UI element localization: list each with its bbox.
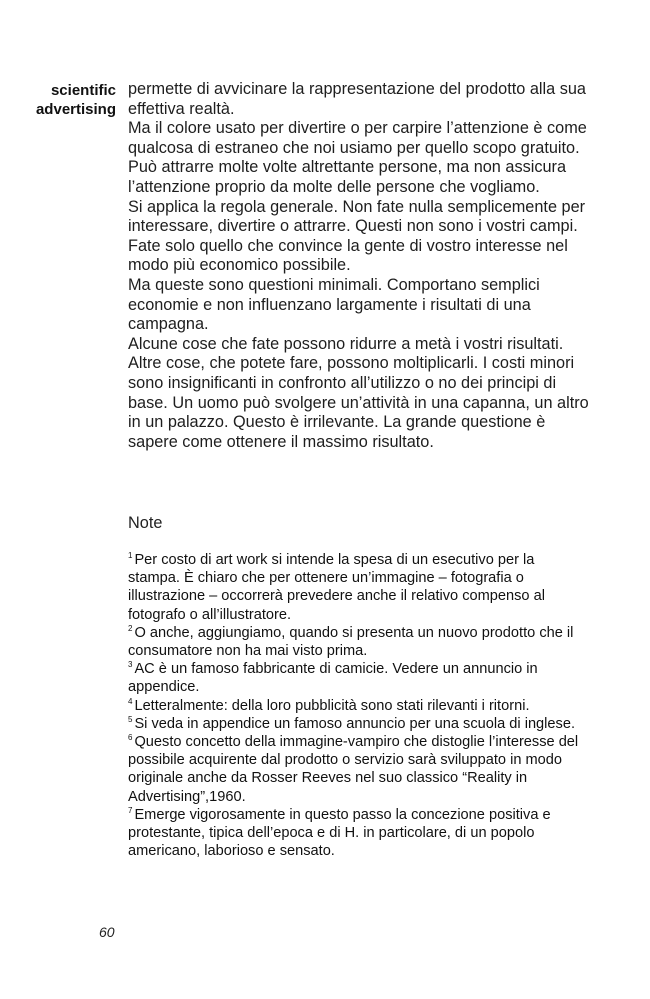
footnote bbox=[128, 624, 588, 660]
footnote-number: 5 bbox=[128, 714, 133, 724]
footnote-number: 3 bbox=[128, 660, 133, 670]
footnotes bbox=[128, 551, 588, 860]
footnote-number: 7 bbox=[128, 805, 133, 815]
paragraph: Alcune cose che fate possono ridurre a metà i vostri risultati. Altre cose, che potete fare, possono moltiplicarli. I costi minori sono insignificanti in confronto all’utilizzo o no dei principi di base. Un uomo può svolgere un’attività in una capanna, un altro in un palazzo. Questo è irrilevante. La grande questione è sapere come ottenere il massimo risultato. bbox=[128, 334, 589, 451]
body-text bbox=[128, 80, 598, 452]
footnote-number: 1 bbox=[128, 551, 133, 560]
paragraph: Ma il colore usato per divertire o per carpire l’attenzione è come qualcosa di estraneo che noi usiamo per quello scopo gratuito. Può attrarre molte volte altrettante persone, ma non assicura l’attenzione proprio da molte delle persone che vogliamo. bbox=[128, 119, 587, 196]
footnote-text: AC è un famoso fabbricante di camicie. Vedere un annuncio in appendice. bbox=[128, 661, 538, 696]
footnote-text: Letteralmente: della loro pubblicità sono stati rilevanti i ritorni. bbox=[134, 697, 530, 714]
notes-heading: Note bbox=[128, 514, 163, 532]
footnote-text: Emerge vigorosamente in questo passo la concezione positiva e protestante, tipica dell’epoca e di H. in particolare, di un popolo americano, laborioso e sensato. bbox=[128, 806, 551, 860]
footnote bbox=[128, 806, 588, 861]
footnote-number: 2 bbox=[128, 623, 133, 633]
paragraph: permette di avvicinare la rappresentazione del prodotto alla sua effettiva realtà. bbox=[128, 80, 586, 118]
running-head bbox=[0, 81, 116, 119]
running-head-line-2: advertising bbox=[35, 101, 116, 118]
paragraph: Ma queste sono questioni minimali. Comportano semplici economie e non influenzano largamente i risultati di una campagna. bbox=[128, 275, 540, 334]
footnote-number: 6 bbox=[128, 733, 133, 743]
footnote bbox=[128, 697, 588, 715]
footnote bbox=[128, 733, 588, 806]
footnote bbox=[128, 660, 588, 696]
footnote-text: Questo concetto della immagine-vampiro che distoglie l’interesse del possibile acquirente dal prodotto o servizio sarà sviluppato in modo originale anche da Rosser Reeves nel suo classico “Reality in Advertising”,1960. bbox=[128, 734, 579, 805]
running-head-line-1: scientific bbox=[50, 82, 116, 99]
page-number: 60 bbox=[99, 924, 115, 940]
footnote-text: Si veda in appendice un famoso annuncio per una scuola di inglese. bbox=[134, 715, 576, 732]
footnote bbox=[128, 551, 588, 624]
footnote bbox=[128, 715, 588, 733]
paragraph: Si applica la regola generale. Non fate nulla semplicemente per interessare, divertire o attrarre. Questi non sono i vostri campi. Fate solo quello che convince la gente di vostro interesse nel modo più economico possibile. bbox=[128, 197, 586, 275]
footnote-text: Per costo di art work si intende la spesa di un esecutivo per la stampa. È chiaro che per ottenere un’immagine – fotografia o illustrazione – occorrerà prevedere anche il relativo compenso al fotografo o all’illustratore. bbox=[128, 552, 545, 623]
footnote-number: 4 bbox=[128, 696, 133, 706]
footnote-text: O anche, aggiungiamo, quando si presenta un nuovo prodotto che il consumatore non ha mai visto prima. bbox=[128, 624, 574, 660]
